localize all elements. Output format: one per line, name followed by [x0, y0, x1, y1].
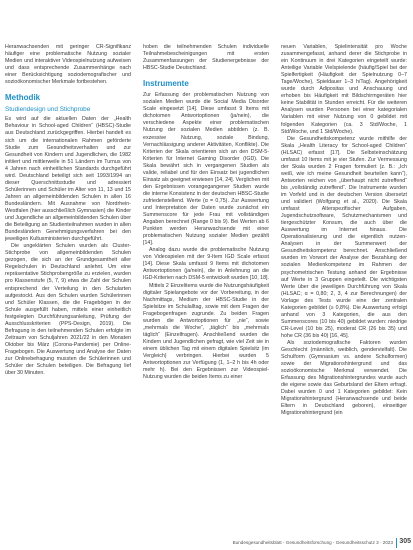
instruments-heading: Instrumente: [143, 79, 189, 89]
left-column: [5, 44, 131, 377]
journal-reference: Bundesgesundheitsblatt - Gesundheitsforschung - Gesundheitsschutz 3 · 2023: [232, 540, 393, 545]
body-paragraph: hoben die teilnehmenden Schulen individuelle Teilnahmebescheinigungen mit ersten Zusammenfassungen der Studienergebnisse der HBSC-Studie Deutschland.: [143, 44, 269, 72]
study-design-subheading: Studiendesign und Stichprobe: [5, 106, 91, 114]
body-paragraph: Mittels 2 Einzelitems wurde die Nutzungshäufigkeit digitaler Spielangebote vor der Vorbereitung, in der Nachmittags, Medium der HBSC-Studie in der Spielsitze im Schulalltag, sowie mit dem Fragen der Fragebogenfragen zugrunde. Zu beiden Fragen wurden die Antwortoptionen für „nie“, sowie „mehrmals die Woche“, „täglich“ bis „mehrmals täglich“ (Einzelfragen). Anschließend wurden die Kindern und Jugendlichen gefragt, wie viel Zeit sie in einem üblichen Tag mit einem digitalen Spielsitz (im Vergleich) verbringen. Hierbei wurden 5 Antwortoptionen zur Verfügung (1, 1–2 h bis 4h oder mehr h). Bei den Ergebnissen zur Videospiel-Nutzung wurden die beiden Items zu einer: [143, 282, 269, 381]
methods-heading: Methodik: [5, 93, 41, 103]
right-column: [281, 44, 407, 417]
body-paragraph: Zur Erfassung der problematischen Nutzung von sozialen Medien wurde die Social Media Disorder Scale eingesetzt [14]. Diese umfasst 9 Items mit dichotomen Antwortoptionen (ja/nein), die verschiedene Aspekte einer problematischen Nutzung der sozialen Medien abbilden (z. B. exzessive Nutzung, soziale Bindung, Vernachlässigung anderer Aktivitäten, Konflikte). Die Kriterien der Skala orientieren sich an den DSM-5-Kriterien für Internet Gaming Disorder (IGD). Die Skala bewährt sich in vergangenen Studien als valide, reliabel und für den Einsatz bei jugendlichen Einsatz als geeignet erwiesen [14, 24]. Verglichen mit den Ergebnissen vorangegangener Studien wurde die interne Konsistenz in der deutschen HBSC-Studie zufriedenstellend. Werte (α = 0,75). Zur Auswertung und Interpretation der Daten wurde zunächst ein Summenscore für jede Frau mit vollständigen Angaben berechnet (Range 0 bis 9). Bei Werten ab 6 Punkten werden Heranwachsende mit einer problematischen Nutzung sozialer Medien gezählt [14].: [143, 92, 269, 247]
intro-paragraph: Heranwachsenden mit geringer CR-Signifikanz häufiger eine problematische Nutzung sozialer Medien und interaktiver Videospielnutzung aufweisen und dass entsprechende Zusammenhänge nach einer Berücksichtigung soziodemografischer und sozioökonomischer Merkmale fortbestehen.: [5, 44, 131, 86]
page-number: 305: [399, 538, 411, 545]
body-paragraph: Die ungeklärten Schulen wurden als Cluster-Stichprobe von allgemeinbildenden Schulen gezogen, die sich an der Grundgesamtheit aller Regelschulen in Deutschland anlehnt. Um eine repräsentative Stichprobengröße zu erzielen, wurden pro Klassenstufe (5, 7, 9) etwa die Zahl der Schulen entsprechend der Verteilung in den Schularten aufgestockt. Aus den Schulen wurden Schülerinnen und Schüler Klassen, die die Fragebögen in der Schule ausgefüllt haben, mittels einer einheitlich festgelegten Durchführungsanleitung, Prüfung der Ausschlusskriterien (PPS-Design, 2019). Die Befragung in den teilnehmenden Schulen erfolgte im Zeitraum von Schuljahren 2021/22 in den Monaten Oktober bis März (Corona-Pandemie) per Online-Fragebogen. Die Auswertung und Analyse der Daten zur Onlinebefragung mussten die Schülerinnen und Schüler der Schulen beteiligen. Die Befragung lief über 30 Minuten.: [5, 243, 131, 377]
body-paragraph: Als soziodemografische Faktoren wurden Geschlecht (männlich, weiblich, gendervielfalt). Die Schulform (Gymnasium vs. andere Schulformen) sowie der Migrationshintergrund und das sozioökonomische Merkmal verwendet. Die Erfassung des Migrationshintergrundes wurde auch die eigene sowie das Geburtsland der Eltern erfragt. Dabei wurden 0 und 1 Kategorien gebildet: Kein Migrationshintergrund (Heranwachsende und beide Eltern in Deutschland geboren), einseitiger Migrationshintergrund (ein: [281, 339, 407, 417]
middle-column: [143, 44, 269, 381]
body-paragraph: neuen Variablen, Spielintensität pro Woche zusammengefasst, anhand derer die Stichprobe in ein Kontinuum in drei Kategorien eingeteilt wurde: Anteilige Variable Vielspielende (häufig/Spiel bei der Spielfertigkeit (Häufigkeit der Spielnutzung 0–7 Tage/Woche), Spieldauer 1–3 h/Tag). Angehörigkeit wurde durch Adipositas und Anschauung und erhoben bis Häufigkeit mit Bildschirmgeräten hier keine Stabilität in Stunden erreicht. Für die weiteren Analysen wurden Personen bei einer kategorialen Variablen mit einer Nutzung von 0 gebildet mit folgenden Kategorien (ca. 3 Std/Woche, 1 Std/Woche, und 1 Std/Woche).: [281, 44, 407, 135]
body-paragraph: Es wird auf die aktuellen Daten der „Health Behaviour in School-aged Children“ (HBSC)-Studie aus Deutschland zurückgegriffen. Hierbei handelt es sich um die internationalen Rahmen geförderte Studie zum Gesundheitsverhalten und zur Gesundheit von Kindern und Jugendlichen, die 1982 initiiert und mittlerweile in 51 Ländern im Turnus von 4 Jahren nach einheitlichen Standards durchgeführt wird. Deutschland beteiligt sich seit 1993/1994 an dieser Querschnittsstudie und adressiert Schülerinnen und Schüler im Alter von 11, 13 und 15 Jahren an allgemeinbildenden Schulen in allen 16 Bundesländern. Mit Ausnahme von Nordrhein-Westfalen (hier ausschließlich Gymnasien) die Kinder und Jugendliche an allgemeinbildenden Schulen über die Beteiligung an Studienteilnahmen wurden in allen Bundesländern Genehmigungsverfahren bei den jeweiligen Kultusministerien durchgeführt.: [5, 116, 131, 243]
page-footer: [0, 538, 413, 548]
body-paragraph: Analog dazu wurde die problematische Nutzung von Videospielen mit der 9-Item IGD Scale erfasst [14]. Diese Skala umfasst 9 Items mit dichotomen Antwortoptionen (ja/nein), die in Anlehnung an die IGD-Kriterien nach DSM-5 entwickelt wurden [10, 18].: [143, 247, 270, 282]
body-paragraph: Die Gesundheitskompetenz wurde mithilfe der Skala „Health Literacy for School-aged Children“ (HLSAC) erfasst [17]. Die Selbsteinschätzung umfasst 10 Items mit je vier Stufen. Zur Vermessung der Skala wurden 2 Fragen formuliert (z. B.: „Ich weiß, wie ich meine Gesundheit beurteilen kann“), Antworten reichen von „überhaupt nicht zutreffend“ bis „vollständig zutreffend“. Die Instrumente wurden im Vorfeld und in der deutschen Version übersetzt und validiert (Wolfgang et al., 2020). Die Skala umfasst Alterspezifischer Aufgaben, Jugendschutzsoftware, Schutzmechanismen und tiergeschützter Konsum, die auch über die Auswertung im Internet hinaus. Die Operationalisierung und die eigentlich nutzen-Analysen in der Summenwert der Gesundheitskompetenz berechnet. Anschließend wurden im Vorwort der Analyse der Bezahlung der sozialen Medienkompetenz im Rahmen der psychometrischen Testung anhand der Ergebnisse auf Werte in 3 Gruppen eingeteilt. Die wichtigsten Werte über die jeweiligen Durchführung von Skala (HLSAC; α = 0,80; 2, 3, 4 zur Berechnungen) der Vorlage des Tests wurde eine der zentralen Kategorien gebildet (≥ 0,8%). Die Auswertung erfolgt anhand von 3 Kategorien, die aus den Summenscores (10 bis 40) gebildet wurden: niedrige CR-Level (10 bis 25), moderat CR (26 bis 35) und hohe CR (36 bis 40) [16, 45].: [281, 135, 407, 339]
footer-divider: [396, 538, 397, 548]
